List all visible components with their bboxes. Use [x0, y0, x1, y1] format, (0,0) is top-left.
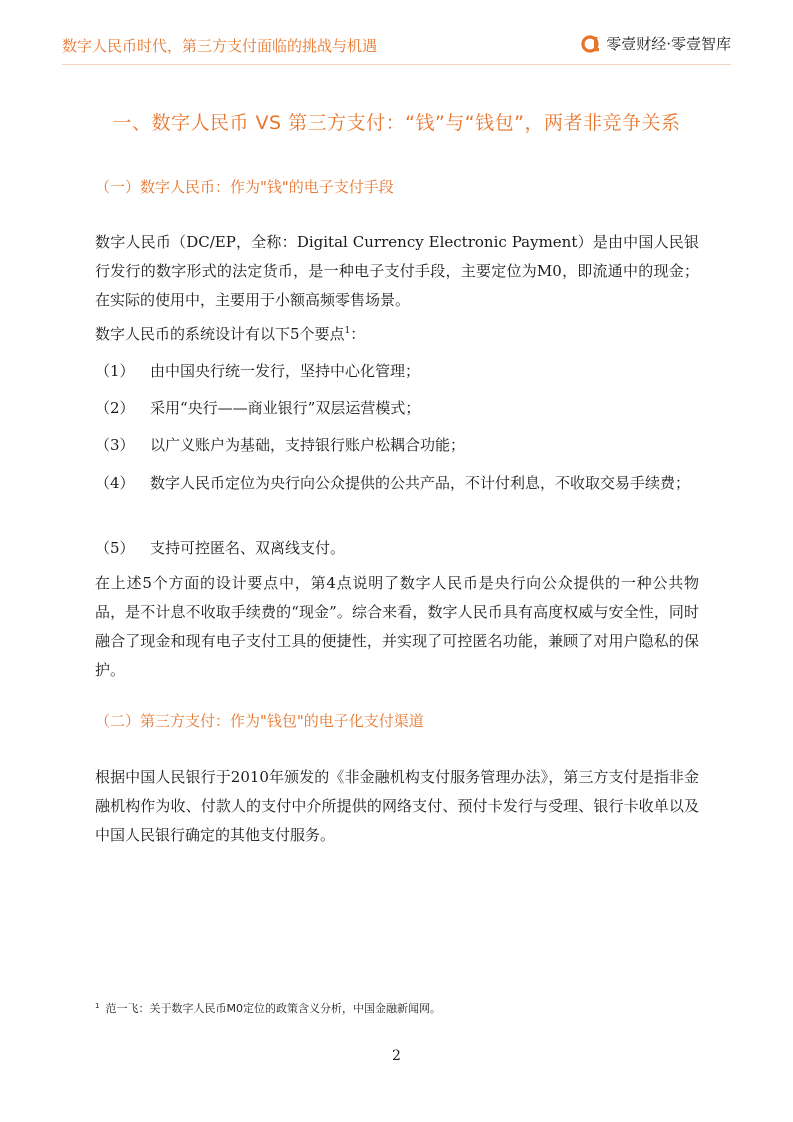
- paragraph-digital-rmb-definition: 数字人民币（DC/EP，全称：Digital Currency Electronic Payment）是由中国人民银行发行的数字形式的法定货币，是一种电子支付手段，主要定位为M0，即流通中的现金；在实际的使用中，主要用于小额高频零售场景。: [95, 233, 699, 309]
- footnote-marker: 1: [95, 1002, 100, 1010]
- paragraph-design-points-intro: [95, 320, 699, 349]
- brand: [580, 33, 731, 54]
- list-item: [95, 394, 699, 423]
- list-item-text: 支持可控匿名、双离线支付。: [150, 539, 346, 557]
- subheading-digital-rmb: （一）数字人民币：作为"钱"的电子支付手段: [95, 178, 394, 196]
- section-heading: 一、数字人民币 VS 第三方支付：“钱”与“钱包”，两者非竞争关系: [112, 112, 681, 134]
- list-item-number: （2）: [95, 399, 135, 417]
- list-item-text: 以广义账户为基础，支持银行账户松耦合功能；: [150, 436, 466, 454]
- paragraph-third-party-definition: 根据中国人民银行于2010年颁发的《非金融机构支付服务管理办法》，第三方支付是指非金融机构作为收、付款人的支付中介所提供的网络支付、预付卡发行与受理、银行卡收单以及中国人民银行确定的其他支付服务。: [95, 768, 699, 844]
- list-item-number: （4）: [95, 474, 135, 492]
- design-points-intro-text: 数字人民币的系统设计有以下5个要点: [95, 325, 345, 343]
- footnote: [95, 1000, 441, 1016]
- subheading-third-party-payment: （二）第三方支付：作为"钱包"的电子化支付渠道: [95, 712, 424, 730]
- list-item-number: （3）: [95, 436, 135, 454]
- footnote-ref[interactable]: 1: [344, 326, 351, 336]
- page-number: 2: [392, 1048, 401, 1064]
- design-points-intro-end: ：: [350, 325, 366, 343]
- brand-logo-icon: [580, 34, 600, 54]
- list-item-text: 采用“央行——商业银行”双层运营模式；: [150, 399, 421, 417]
- list-item: [95, 357, 699, 386]
- header-title: 数字人民币时代，第三方支付面临的挑战与机遇: [62, 37, 378, 55]
- brand-name: 零壹财经·零壹智库: [606, 35, 731, 53]
- footnote-text: 范一飞：关于数字人民币M0定位的政策含义分析，中国金融新闻网。: [105, 1002, 441, 1015]
- header-divider: [62, 64, 731, 65]
- list-item-number: （5）: [95, 539, 135, 557]
- list-item: [95, 469, 699, 498]
- list-item: [95, 534, 699, 563]
- list-item: [95, 431, 699, 460]
- list-item-text: 数字人民币定位为央行向公众提供的公共产品，不计付利息，不收取交易手续费；: [150, 474, 691, 492]
- list-item-number: （1）: [95, 362, 135, 380]
- paragraph-design-summary: 在上述5个方面的设计要点中，第4点说明了数字人民币是央行向公众提供的一种公共物品，是不计息不收取手续费的“现金”。综合来看，数字人民币具有高度权威与安全性，同时融合了现金和现有电子支付工具的便捷性，并实现了可控匿名功能，兼顾了对用户隐私的保护。: [95, 574, 699, 679]
- list-item-text: 由中国央行统一发行，坚持中心化管理；: [150, 362, 421, 380]
